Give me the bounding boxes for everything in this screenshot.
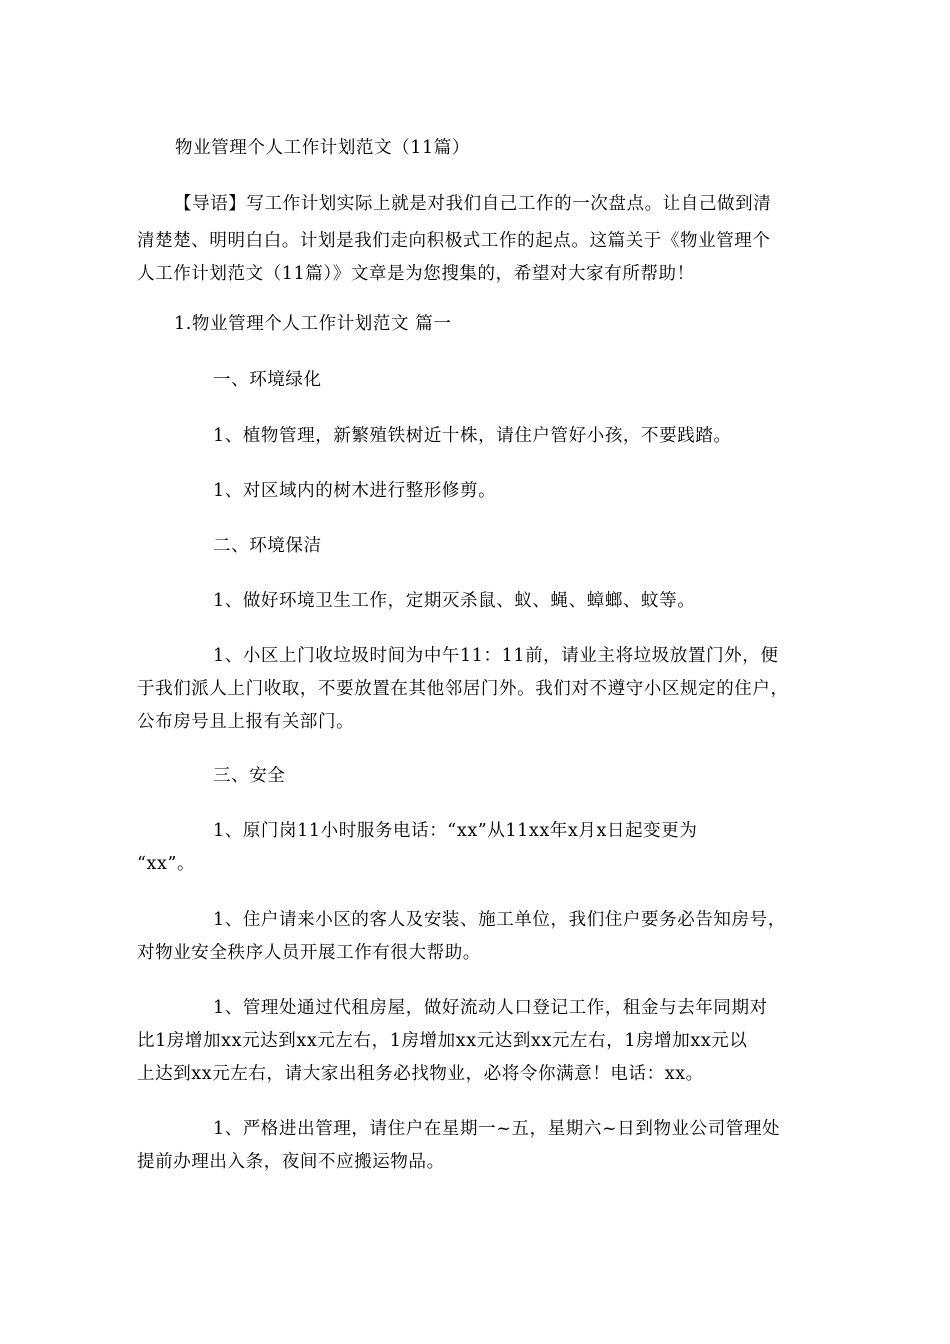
paragraph-cleaning-1: 1、做好环境卫生工作，定期灭杀鼠、蚁、蝇、蟑螂、蚊等。 — [213, 591, 696, 611]
part-heading-greening: 一、环境绿化 — [213, 370, 322, 390]
section-heading-1: 1.物业管理个人工作计划范文 篇一 — [174, 314, 452, 334]
paragraph-cleaning-2-line-3: 公布房号且上报有关部门。 — [137, 712, 355, 732]
paragraph-greening-2: 1、对区域内的树木进行整形修剪。 — [213, 481, 497, 501]
document-title: 物业管理个人工作计划范文（11篇） — [175, 138, 470, 158]
paragraph-cleaning-2-line-2: 于我们派人上门收取，不要放置在其他邻居门外。我们对不遵守小区规定的住户， — [137, 679, 789, 699]
paragraph-safety-1-line-1: 1、原门岗11小时服务电话：“xx”从11xx年x月x日起变更为 — [213, 821, 698, 841]
paragraph-safety-3-line-2: 比1房增加xx元达到xx元左右，1房增加xx元达到xx元左右，1房增加xx元以 — [137, 1031, 748, 1051]
part-heading-cleaning: 二、环境保洁 — [213, 536, 322, 556]
intro-line-2: 清楚楚、明明白白。计划是我们走向积极式工作的起点。这篇关于《物业管理个 — [137, 231, 771, 251]
paragraph-safety-1-line-2: “xx”。 — [137, 854, 196, 874]
paragraph-safety-4-line-2: 提前办理出入条，夜间不应搬运物品。 — [137, 1152, 445, 1172]
paragraph-cleaning-2-line-1: 1、小区上门收垃圾时间为中午11：11前，请业主将垃圾放置门外，便 — [213, 646, 779, 666]
paragraph-safety-4-line-1: 1、严格进出管理，请住户在星期一~五，星期六~日到物业公司管理处 — [213, 1119, 781, 1139]
paragraph-safety-2-line-1: 1、住户请来小区的客人及安装、施工单位，我们住户要务必告知房号， — [213, 910, 786, 930]
paragraph-safety-3-line-3: 上达到xx元左右，请大家出租务必找物业，必将令你满意！电话：xx。 — [137, 1064, 704, 1084]
paragraph-greening-1: 1、植物管理，新繁殖铁树近十株，请住户管好小孩，不要践踏。 — [213, 426, 732, 446]
paragraph-safety-2-line-2: 对物业安全秩序人员开展工作有很大帮助。 — [137, 943, 481, 963]
intro-line-3: 人工作计划范文（11篇）》文章是为您搜集的，希望对大家有所帮助！ — [137, 264, 695, 284]
paragraph-safety-3-line-1: 1、管理处通过代租房屋，做好流动人口登记工作，租金与去年同期对 — [213, 998, 768, 1018]
part-heading-safety: 三、安全 — [213, 766, 286, 786]
intro-line-1: 【导语】写工作计划实际上就是对我们自己工作的一次盘点。让自己做到清 — [174, 194, 772, 214]
